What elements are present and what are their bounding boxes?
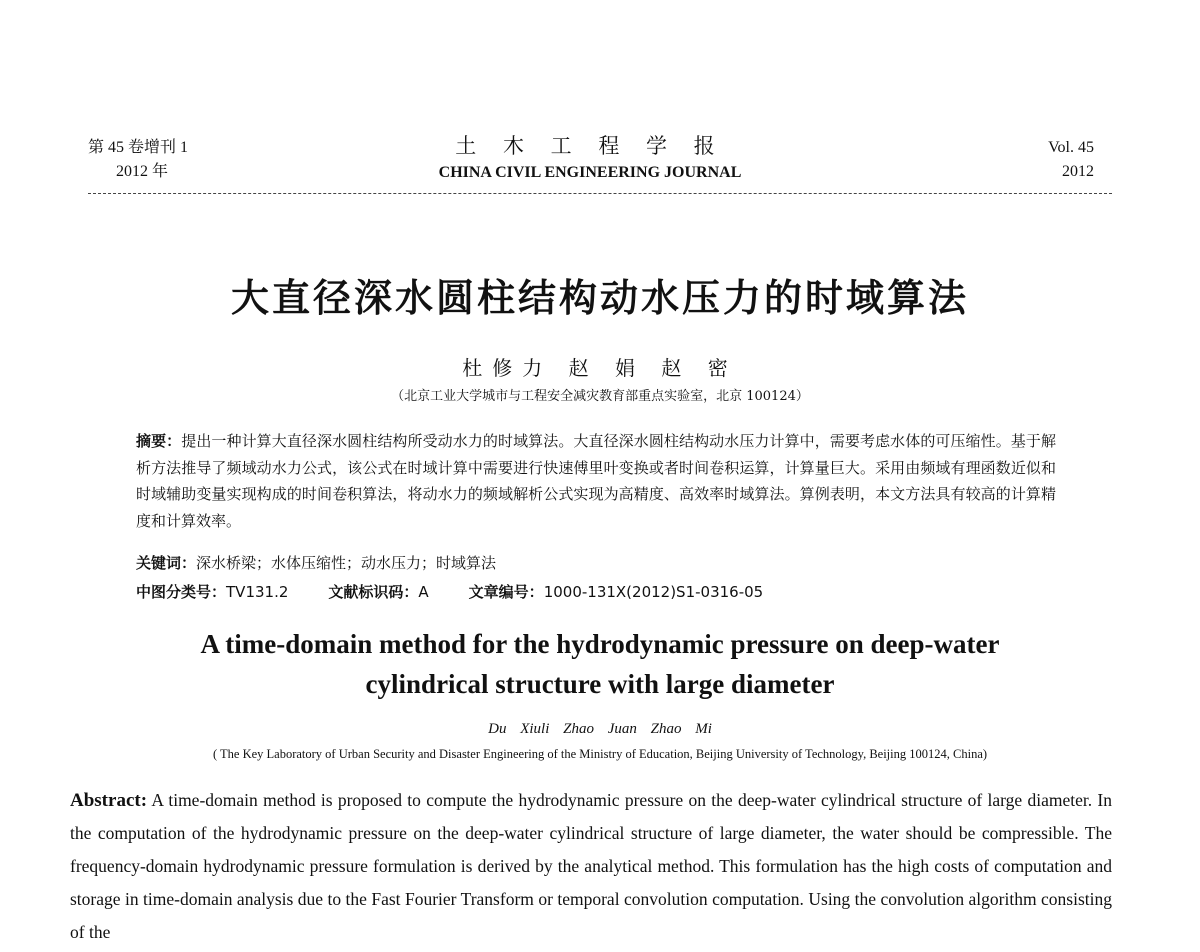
abstract-cn [136,428,1056,534]
journal-name-en: CHINA CIVIL ENGINEERING JOURNAL [438,164,742,181]
article-no-label: 文章编号： [468,583,544,601]
article-title-en-line1: A time-domain method for the hydrodynamic pressure on deep-water [200,629,1000,659]
abstract-text-cn: 提出一种计算大直径深水圆柱结构所受动水力的时域算法。大直径深水圆柱结构动水压力计算中，需要考虑水体的可压缩性。基于解析方法推导了频域动水力公式，该公式在时域计算中需要进行快速傅里叶变换或者时间卷积运算，计算量巨大。采用由频域有理函数近似和时域辅助变量实现构成的时间卷积算法，将动水力的频域解析公式实现为高精度、高效率时域算法。算例表明，本文方法具有较高的计算精度和计算效率。 [136,432,1056,530]
classification-line [136,580,1056,604]
article-title-cn: 大直径深水圆柱结构动水压力的时域算法 [230,276,969,320]
header-right [974,136,1094,184]
article-title-en [100,624,1100,704]
authors-en: Du Xiuli Zhao Juan Zhao Mi [488,721,712,737]
volume-en: Vol. 45 [1048,139,1094,156]
keywords-text-cn: 深水桥梁；水体压缩性；动水压力；时域算法 [196,554,497,572]
doc-code-label: 文献标识码： [328,583,419,601]
header-center [380,132,800,184]
abstract-label-en: Abstract: [70,790,148,811]
header-divider [88,193,1112,194]
year-cn: 2012 年 [116,163,169,180]
article-title-en-line2: cylindrical structure with large diameter [365,669,835,699]
clc-value: TV131.2 [226,583,289,601]
year-en: 2012 [1062,163,1094,180]
abstract-text-en: A time-domain method is proposed to compute the hydrodynamic pressure on the deep-water cylindrical structure of large diameter. In the computation of the hydrodynamic pressure on the deep-water cylindrical structure of large diameter, the water should be compressible. The frequency-domain hydrodynamic pressure formulation is derived by the analytical method. This formulation has the high costs of computation and storage in time-domain analysis due to the Fast Fourier Transform or temporal convolution computation. Using the convolution algorithm consisting of the [70,790,1112,942]
journal-name-cn: 土 木 工 程 学 报 [455,134,725,158]
abstract-en [70,784,1112,952]
abstract-label-cn: 摘要： [136,432,182,450]
doc-code-value: A [418,583,429,601]
article-no-value: 1000-131X(2012)S1-0316-05 [543,583,764,601]
header-left [88,136,248,184]
authors-cn: 杜修力 赵 娟 赵 密 [462,356,738,380]
keywords-label-cn: 关键词： [136,554,197,572]
affiliation-en: ( The Key Laboratory of Urban Security and Disaster Engineering of the Ministry of Education, Beijing University of Technology, Beijing 100124, China) [212,747,988,761]
affiliation-cn: （北京工业大学城市与工程安全减灾教育部重点实验室，北京 100124） [391,389,809,404]
volume-issue-cn: 第 45 卷增刊 1 [88,139,189,156]
keywords-cn [136,551,1056,575]
clc-label: 中图分类号： [136,583,227,601]
